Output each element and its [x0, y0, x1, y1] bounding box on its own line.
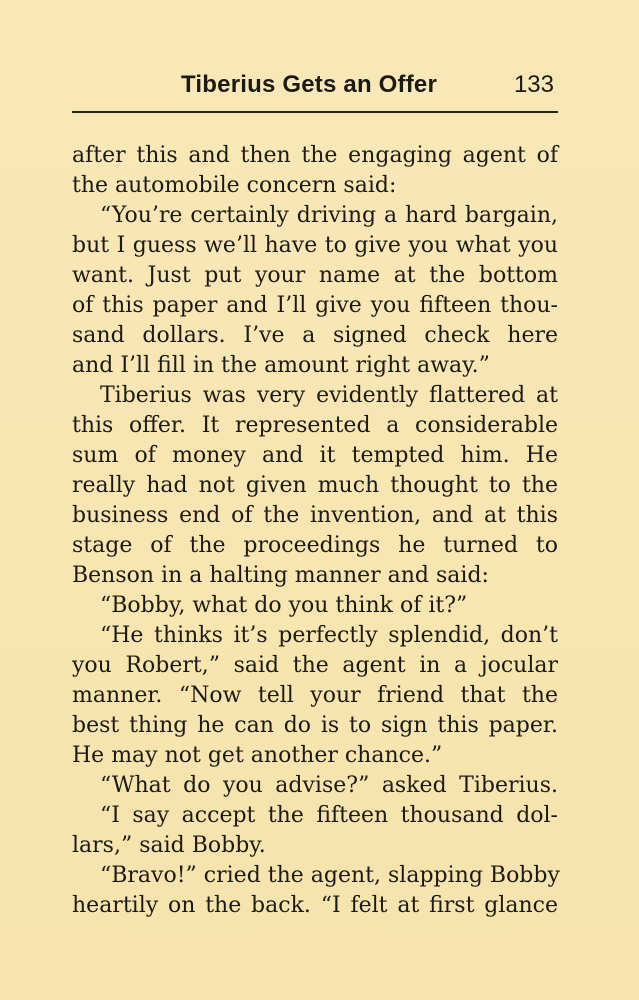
- text-line-25: “Bravo!” cried the agent, slapping Bobby: [100, 863, 560, 888]
- text-line-8: and I’ll fill in the amount right away.”: [72, 353, 490, 378]
- text-line-24: lars,” said Bobby.: [72, 833, 266, 858]
- text-line-4: but I guess we’ll have to give you what you: [72, 233, 558, 258]
- page-number: 133: [513, 71, 554, 98]
- text-line-20: best thing he can do is to sign this paper.: [72, 713, 558, 738]
- running-header: [72, 70, 558, 110]
- text-line-13: business end of the invention, and at this: [72, 503, 558, 528]
- text-line-7: sand dollars. I’ve a signed check here: [72, 323, 558, 348]
- text-line-17: “He thinks it’s perfectly splendid, don’t: [100, 623, 558, 648]
- header-rule: [72, 111, 558, 113]
- text-line-15: Benson in a halting manner and said:: [72, 563, 489, 588]
- text-line-12: really had not given much thought to the: [72, 473, 558, 498]
- text-line-21: He may not get another chance.”: [72, 743, 443, 768]
- text-line-23: “I say accept the fifteen thousand dol-: [100, 803, 558, 828]
- text-line-5: want. Just put your name at the bottom: [72, 263, 558, 288]
- text-line-19: manner. “Now tell your friend that the: [72, 683, 558, 708]
- body-text: [72, 141, 558, 921]
- text-line-18: you Robert,” said the agent in a jocular: [72, 653, 558, 678]
- text-line-11: sum of money and it tempted him. He: [72, 443, 558, 468]
- text-line-1: after this and then the engaging agent of: [72, 143, 558, 168]
- text-line-6: of this paper and I’ll give you fifteen thou-: [72, 293, 558, 318]
- text-line-26: heartily on the back. “I felt at first glance: [72, 893, 558, 918]
- text-line-16: “Bobby, what do you think of it?”: [100, 593, 468, 618]
- text-line-9: Tiberius was very evidently flattered at: [100, 383, 558, 408]
- chapter-title: Tiberius Gets an Offer: [181, 71, 438, 98]
- text-line-3: “You’re certainly driving a hard bargain,: [100, 203, 558, 228]
- text-line-22: “What do you advise?” asked Tiberius.: [100, 773, 558, 798]
- text-line-14: stage of the proceedings he turned to: [72, 533, 558, 558]
- text-line-10: this offer. It represented a considerable: [72, 413, 558, 438]
- text-line-2: the automobile concern said:: [72, 173, 397, 198]
